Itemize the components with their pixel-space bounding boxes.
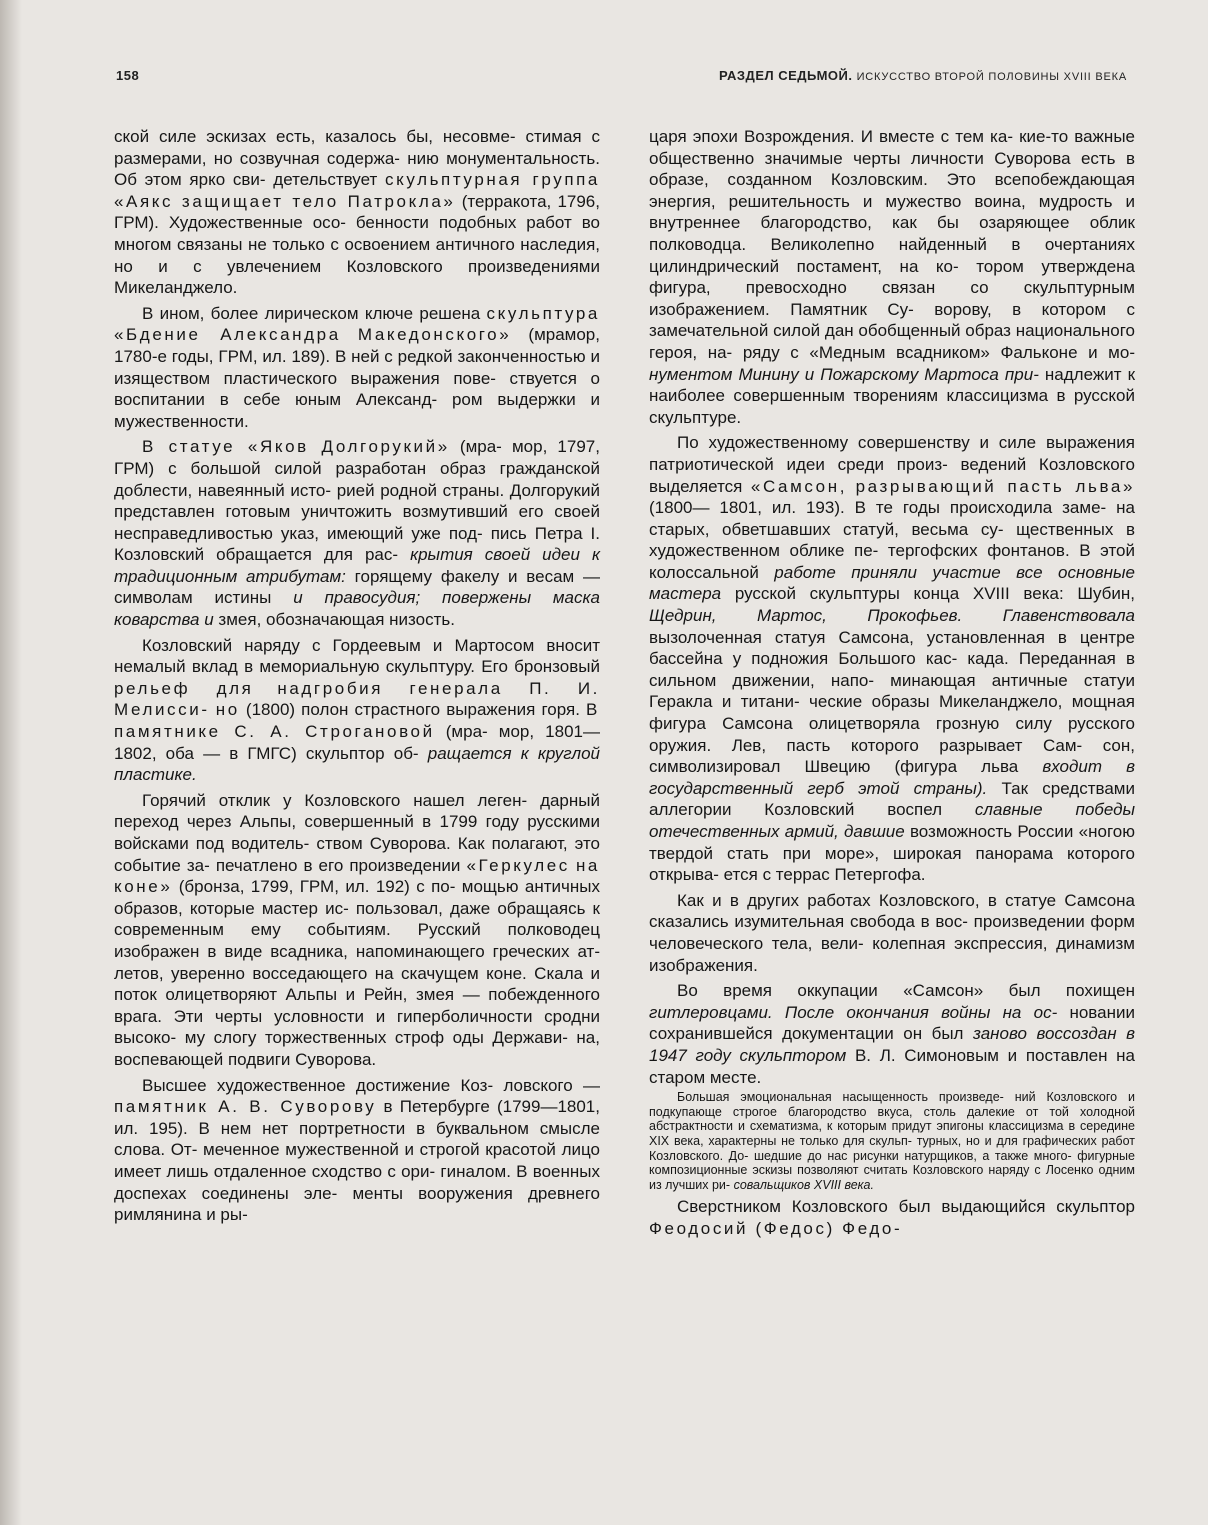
text-line: не только с освоением античного наследия, но <box>114 234 600 276</box>
text-line: колепная экспрессия, динамизм изображения. <box>649 933 1135 975</box>
text-line: Петербурге (1799—1801, ил. 195). В нем нет <box>114 1097 600 1138</box>
spaced-title: скульптура «Бдение Александра <box>114 303 600 345</box>
text-line: ряду с «Медным всадником» Фальконе и мо- <box>742 342 1135 362</box>
paragraph <box>114 1075 600 1226</box>
text-line: менты вооружения древнего римлянина и ры- <box>114 1183 600 1225</box>
text-line: шедшие до нас рисунки натурщиков, а также много- <box>753 1148 1072 1163</box>
text-line: портретности в буквальном смысле слова. От- <box>114 1118 600 1160</box>
text-line: Рейн, змея — побежденного врага. Эти черты <box>114 985 600 1026</box>
paragraph <box>649 126 1135 428</box>
text-line: печатлено в его произведении <box>215 855 467 875</box>
text-line: царя эпохи Возрождения. И вместе с тем ка- <box>649 127 1013 146</box>
text-line: Козловский наряду с Гордеевым и Мартосом <box>142 635 535 655</box>
text-line: щественных в художественном облике пе- <box>649 519 1135 561</box>
text-line: ний Козловского и подкупающе строгое благородство <box>649 1090 1135 1119</box>
text-line: пользовал, даже обращаясь к современным <box>114 898 600 940</box>
text-line: (1800) полон страстного выражения горя. <box>239 700 580 720</box>
section-title: ИСКУССТВО ВТОРОЙ ПОЛОВИНЫ XVIII ВЕКА <box>856 71 1127 83</box>
text-line: (бронза, 1799, ГРМ, ил. 192) с по- <box>172 877 456 897</box>
text-line: ством Суворова. Как полагают, это событие за- <box>114 834 600 875</box>
paragraph <box>649 980 1135 1088</box>
text-line: Щедрин, Мартос, Прокофьев. Главенствовала <box>649 606 1135 626</box>
text-line: кие-то важные общественно значимые черты <box>649 127 1135 168</box>
spaced-title: Македонского» <box>357 325 512 345</box>
text-line: тором утверждена фигура, превосходно связан <box>649 256 1135 298</box>
text-line: пись Петра I. Козловский обращается для рас- <box>114 523 600 565</box>
text-line: летов, уверенно восседающего на скачущем <box>114 963 479 983</box>
text-line: лицо имеет лишь отдаленное сходство с ори- <box>114 1140 600 1181</box>
paragraph <box>114 436 600 630</box>
text-line: када. Переданная в сильном движении, напо- <box>649 649 1135 690</box>
text-line: (терракота, 1796, ГРМ). Художественные осо- <box>114 191 600 233</box>
text-line: скульптор <box>1056 1197 1135 1217</box>
text-line: в <box>376 1097 393 1117</box>
text-line: дарный переход через Альпы, совершенный в <box>114 790 600 832</box>
text-line: гиналом. В военных доспехах соединены эле- <box>114 1161 600 1203</box>
left-column <box>114 126 600 1226</box>
text-line: оружия. Лев, пасть которого разрывает Сам- <box>649 735 1083 755</box>
text-line: заново воссоздан в 1947 году скульптором <box>649 1024 1135 1065</box>
page-number: 158 <box>116 68 140 83</box>
text-line: (1800— <box>649 498 710 518</box>
text-line: облик полководца. Великолепно найденный в <box>649 213 1135 254</box>
spaced-title: но <box>215 700 240 720</box>
text-line: (мра- <box>449 437 502 457</box>
text-line: решительность и мужество воина, мудрость и <box>728 191 1135 211</box>
right-column <box>649 126 1135 1239</box>
text-line: мор, 1797, ГРМ) с большой силой разработан <box>114 437 600 478</box>
text-line: Большая эмоциональная насыщенность произведе- <box>677 1090 1004 1105</box>
text-line: в центре бассейна у подножия Большого кас- <box>649 627 1136 669</box>
text-line: му слогу торжественных строф оды Держави- <box>184 1028 568 1048</box>
text-line: и правосудия; повержены маска коварства и <box>114 588 600 630</box>
text-line: ворову, в котором с замечательной силой дан <box>649 299 1135 341</box>
text-line: фигурные композиционные эскизы позволяют считать <box>649 1148 1135 1178</box>
text-line: Козловского наряду с Лосенко одним из лучших ри- <box>649 1163 1136 1192</box>
text-line: вызолоченная статуя Самсона, установленная <box>649 627 1045 647</box>
text-line: Микеланджело. <box>114 278 238 298</box>
paragraph <box>114 303 600 433</box>
text-line: на, воспевающей подвиги Суворова. <box>114 1028 600 1069</box>
text-line: возможность России «ногою твердой стать при <box>649 822 1135 863</box>
text-line: турных, но и для графических работ Козловского. До- <box>649 1133 1135 1163</box>
spaced-title: памятник А. В. Суворову <box>114 1097 377 1117</box>
spaced-title: скульптурная группа <box>385 170 600 190</box>
text-line: крытия своей идеи к традиционным атрибутам: <box>114 545 600 586</box>
text-line: ской силе эскизах есть, казалось бы, несовме- <box>114 127 516 146</box>
text-line: вносит немалый вклад в мемориальную <box>114 635 600 677</box>
text-line: и изяществом пластического выражения пове- <box>114 346 600 388</box>
text-line: образ гражданской доблести, навеянный исто- <box>114 458 600 500</box>
text-line: выражения патриотической идеи среди произ- <box>649 433 1136 474</box>
spaced-title: «Самсон, <box>750 476 848 496</box>
paragraph <box>649 890 1135 976</box>
text-line: Самсона сказались изумительная свобода в вос- <box>649 890 1135 932</box>
text-line: новании сохранившейся документации он был <box>649 1002 1135 1044</box>
spaced-title: надгробия генерала П. И. Мелисси- <box>114 678 600 720</box>
text-line: ращается к круглой пластике. <box>114 743 600 785</box>
text-line: ему событиям. Русский полководец изображен <box>114 920 600 961</box>
section-label: РАЗДЕЛ СЕДЬМОЙ. <box>719 68 853 83</box>
text-line: бенности подобных работ во многом связаны <box>114 213 600 254</box>
paragraph <box>114 635 600 786</box>
text-line: море», широкая панорама которого открыва- <box>649 843 1135 885</box>
text-line: и схематизма, к которым придут эпигоны классицизма <box>737 1119 1064 1134</box>
text-line: работе приняли участие все основные мастера <box>649 562 1135 604</box>
text-line: входит в государственный герб этой страны). <box>649 757 1135 798</box>
text-line: на старых, обветшавших статуй, весьма су- <box>649 498 1135 539</box>
spaced-title: В статуе «Яков Долгорукий» <box>142 437 450 457</box>
text-line: меченное мужественной и строгой красотой <box>203 1140 556 1160</box>
text-line: Так средствами аллегории Козловский воспел <box>649 778 1135 820</box>
text-line: В ином, более лирическом ключе решена <box>142 303 481 323</box>
small-print-paragraph <box>649 1090 1135 1192</box>
running-header <box>672 68 1127 83</box>
text-line: гитлеровцами. После окончания войны на ос- <box>649 1002 1058 1022</box>
spaced-title: «Геркулес <box>466 855 570 875</box>
text-line: минающая античные статуи Геракла и титани- <box>649 670 1135 712</box>
text-line: ловского — <box>503 1075 600 1095</box>
text-line: горящему факелу и весам — символам истины <box>114 566 600 608</box>
text-line: готовым уничтожить возмутивший его своей <box>225 502 600 522</box>
spaced-title: Феодосий (Федос) Федо- <box>649 1218 903 1238</box>
text-line: В. Л. Симоновым и поставлен на старом месте. <box>649 1045 1135 1087</box>
text-line: (мра- <box>434 722 488 742</box>
text-line: рией родной страны. Долгорукий представлен <box>114 480 600 522</box>
text-line: произведении форм человеческого тела, вели- <box>649 912 1135 953</box>
paragraph <box>114 790 600 1071</box>
paragraph <box>649 432 1135 885</box>
text-line: мор, 1801—1802, оба — в ГМГС) скульптор об- <box>114 722 600 763</box>
text-line: славные победы отечественных армий, давшие <box>649 800 1136 841</box>
page-edge-shadow <box>0 0 22 1525</box>
text-line: в виде всадника, напоминающего греческих ат- <box>207 941 600 961</box>
text-line: личности Суворова есть в образе, созданном <box>649 148 1135 190</box>
spaced-title: рельеф для <box>114 678 254 698</box>
text-line: нументом Минину и Пожарскому Мартоса при- <box>649 364 1039 384</box>
spaced-title: «Аякс защищает тело Патрокла» <box>114 191 456 211</box>
text-line: мощью античных образов, которые мастер ис- <box>114 877 600 918</box>
text-line: условности и гиперболичности сродни высоко- <box>114 1006 600 1048</box>
text-line: классицизма в русской скульптуре. <box>649 386 1135 427</box>
text-line: вкуса, столь далекие от той холодной абстрактности <box>649 1104 1136 1134</box>
text-line: сон, символизировал Швецию (фигура льва <box>649 735 1135 777</box>
text-line: несправедливостью указ, имеющий уже под- <box>114 523 483 543</box>
text-line: Горячий отклик у Козловского нашел леген- <box>142 790 528 810</box>
text-line: внутреннее благородство, как бы озаряющее <box>649 213 1070 233</box>
text-line: коне. Скала и поток олицетворяют Альпы и <box>114 963 600 1005</box>
text-line: в середине XIX века, характерны не только для скульп- <box>649 1119 1135 1148</box>
spaced-title: на коне» <box>114 855 600 897</box>
text-line: скульптуру. Его бронзовый <box>385 657 600 677</box>
text-line: 1799 году русскими войсками под водитель- <box>114 812 600 853</box>
text-line: змея, обозначающая низость. <box>218 610 455 630</box>
text-line: ческие образы Микеланджело, мощная фигура <box>649 692 1135 734</box>
text-line: совальщиков XVIII века. <box>733 1177 874 1192</box>
text-line: ствуется о воспитании в себе юным Александ- <box>114 368 600 410</box>
text-line: Самсона олицетворяла грозную силу русского <box>722 714 1135 734</box>
text-line: (мрамор, 1780-е годы, <box>114 325 600 366</box>
text-line: нию монументальность. Об этом ярко сви- <box>114 148 600 190</box>
text-line: Сверстником Козловского был выдающийся <box>677 1197 1046 1217</box>
text-line: ГРМ, ил. 189). В ней с редкой законченностью <box>218 346 586 366</box>
text-line: Во время оккупации «Самсон» был похищен <box>677 981 1135 1001</box>
text-line: очертаниях цилиндрический постамент, на ко- <box>649 234 1135 276</box>
text-line: детельствует <box>273 170 386 190</box>
text-line: тергофских фонтанов. В этой колоссальной <box>649 541 1135 582</box>
paragraph <box>114 126 600 299</box>
text-line: со скульптурным изображением. Памятник Су- <box>649 278 1135 319</box>
text-line: Козловским. Это всепобеждающая энергия, <box>649 170 1135 211</box>
spaced-title: разрывающий пасть льва» <box>855 476 1135 496</box>
text-line: и с увлечением Козловского произведениями <box>158 256 600 276</box>
text-line: ведений Козловского выделяется <box>649 454 1135 496</box>
text-line: По художественному совершенству и силе <box>677 433 1037 453</box>
text-line: надлежит к наиболее совершенным творениям <box>649 364 1136 406</box>
text-line: Высшее художественное достижение Коз- <box>142 1075 494 1095</box>
text-line: ром выдержки и мужественности. <box>114 390 600 431</box>
paragraph <box>649 1196 1135 1239</box>
text-line: русской скульптуры конца XVIII века: Шубин, <box>734 584 1135 604</box>
text-line: Как и в других работах Козловского, в статуе <box>677 890 1057 910</box>
text-line: обобщенный образ национального героя, на- <box>649 321 1135 362</box>
spaced-title: В памятнике С. А. Строгановой <box>114 700 600 742</box>
text-line: стимая с размерами, но созвучная содержа- <box>114 127 600 168</box>
text-line: 1801, ил. 193). В те годы происходила заме- <box>719 498 1107 518</box>
text-line: ется с террас Петергофа. <box>723 865 926 885</box>
